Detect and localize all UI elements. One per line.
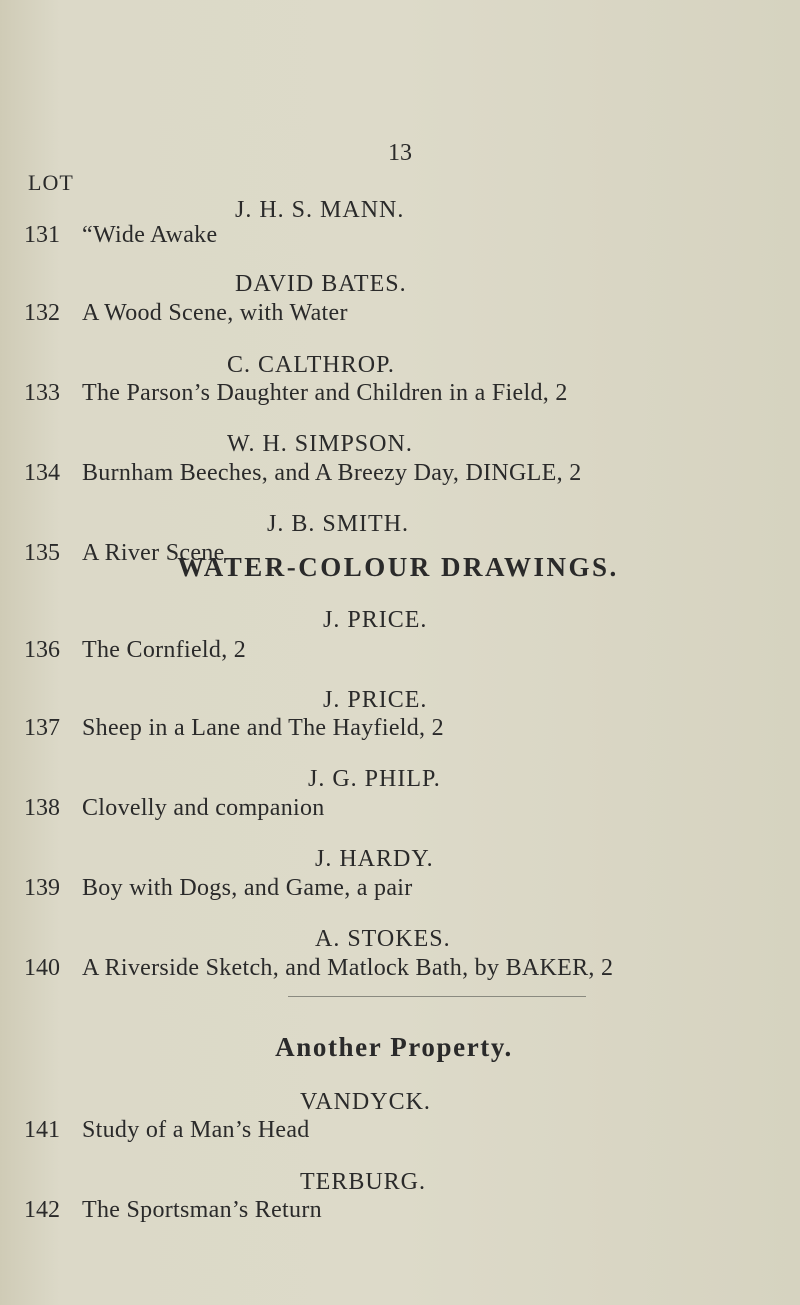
lot-number: 140 [24,955,60,981]
artist-name: J. PRICE. [323,607,428,633]
lot-title: Study of a Man’s Head [82,1117,310,1143]
lot-number: 139 [24,875,60,901]
artist-name: J. G. PHILP. [308,766,441,792]
section-heading: WATER-COLOUR DRAWINGS. [177,552,619,582]
lot-number: 135 [24,540,60,566]
artist-name: J. H. S. MANN. [235,197,405,223]
lot-number: 133 [24,380,60,406]
lot-title: The Sportsman’s Return [82,1197,322,1223]
lot-title: A Wood Scene, with Water [82,300,348,326]
artist-name: VANDYCK. [300,1089,431,1115]
page-number: 13 [388,140,412,166]
artist-name: J. HARDY. [315,846,434,872]
artist-name: C. CALTHROP. [227,352,395,378]
lot-title: Burnham Beeches, and A Breezy Day, DINGLE, 2 [82,460,582,486]
artist-name: W. H. SIMPSON. [227,431,413,457]
artist-name: A. STOKES. [315,926,451,952]
lot-number: 142 [24,1197,60,1223]
artist-name: J. B. SMITH. [267,511,410,537]
lot-number: 134 [24,460,60,486]
lot-title: A River Scene [82,540,225,566]
artist-name: J. PRICE. [323,687,428,713]
lot-number: 138 [24,795,60,821]
lot-title: “Wide Awake [82,222,218,248]
lot-number: 137 [24,715,60,741]
lot-title: A Riverside Sketch, and Matlock Bath, by BAKER, 2 [82,955,614,981]
section-heading: Another Property. [275,1032,513,1062]
lot-title: Boy with Dogs, and Game, a pair [82,875,413,901]
lot-number: 136 [24,637,60,663]
artist-name: DAVID BATES. [235,271,407,297]
lot-column-header: LOT [28,170,74,195]
lot-title: The Parson’s Daughter and Children in a Field, 2 [82,380,568,406]
lot-title: Clovelly and companion [82,795,325,821]
lot-number: 131 [24,222,60,248]
lot-number: 141 [24,1117,60,1143]
lot-number: 132 [24,300,60,326]
artist-name: TERBURG. [300,1169,427,1195]
lot-title: The Cornfield, 2 [82,637,247,663]
lot-title: Sheep in a Lane and The Hayfield, 2 [82,715,444,741]
divider [288,996,586,997]
